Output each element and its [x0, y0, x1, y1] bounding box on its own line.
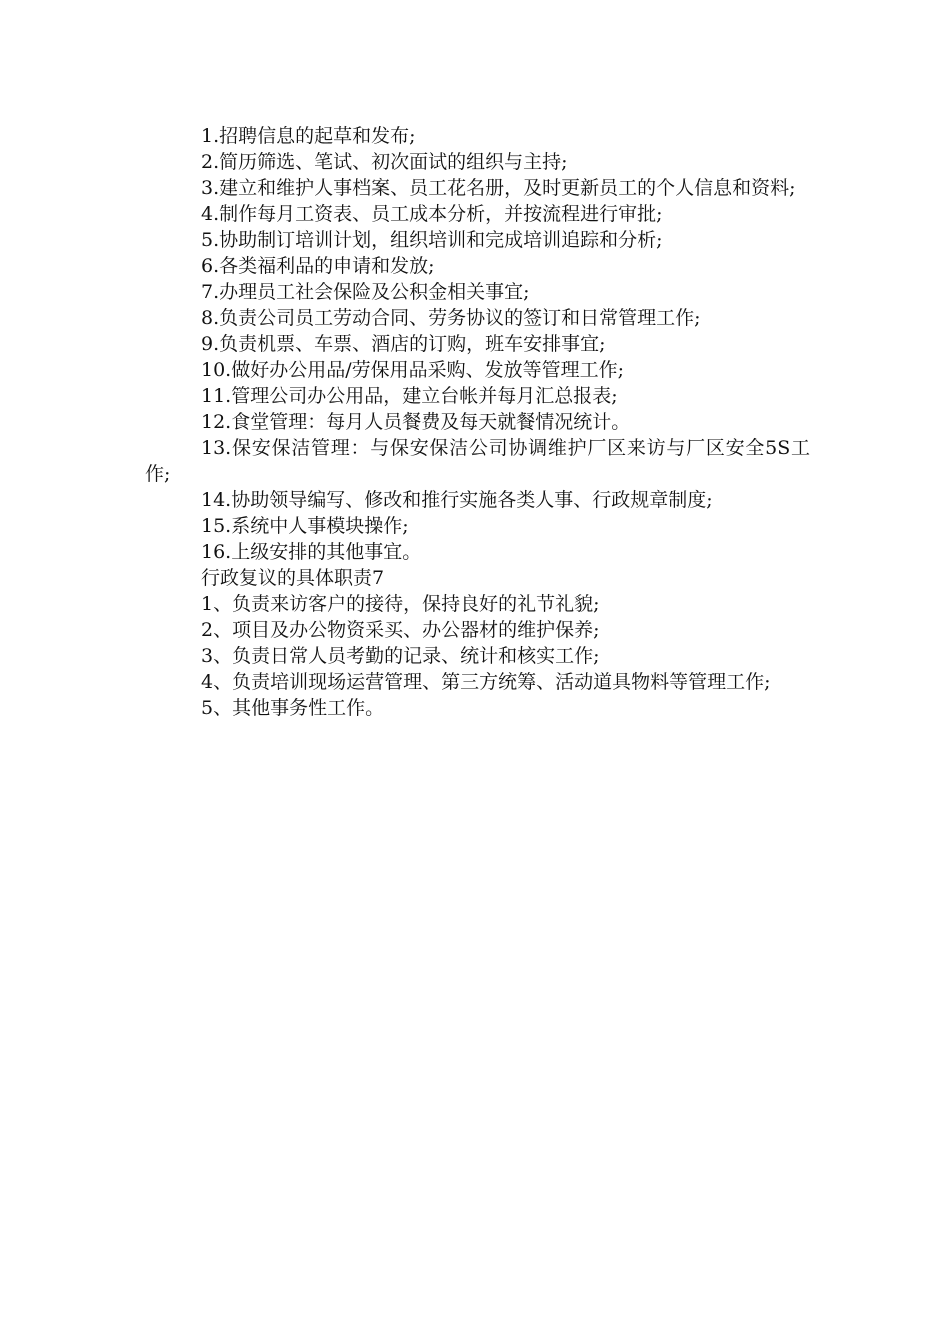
list-item: 2、项目及办公物资采买、办公器材的维护保养; — [201, 619, 600, 641]
list-item: 5.协助制订培训计划，组织培训和完成培训追踪和分析; — [201, 229, 663, 251]
list-item: 12.食堂管理：每月人员餐费及每天就餐情况统计。 — [201, 411, 631, 433]
list-item: 8.负责公司员工劳动合同、劳务协议的签订和日常管理工作; — [201, 307, 701, 329]
list-item: 13.保安保洁管理：与保安保洁公司协调维护厂区来访与厂区安全5S工作; — [145, 437, 810, 485]
list-item: 3、负责日常人员考勤的记录、统计和核实工作; — [201, 645, 600, 667]
list-item: 9.负责机票、车票、酒店的订购，班车安排事宜; — [201, 333, 606, 355]
list-item: 4.制作每月工资表、员工成本分析，并按流程进行审批; — [201, 203, 663, 225]
list-item: 6.各类福利品的申请和发放; — [201, 255, 435, 277]
list-item: 16.上级安排的其他事宜。 — [201, 541, 422, 563]
section-heading: 行政复议的具体职责7 — [201, 567, 385, 589]
list-item: 1、负责来访客户的接待，保持良好的礼节礼貌; — [201, 593, 600, 615]
list-item: 11.管理公司办公用品，建立台帐并每月汇总报表; — [201, 385, 618, 407]
list-item: 1.招聘信息的起草和发布; — [201, 125, 416, 147]
list-item: 2.简历筛选、笔试、初次面试的组织与主持; — [201, 151, 568, 173]
list-item: 10.做好办公用品/劳保用品采购、发放等管理工作; — [201, 359, 625, 381]
list-item: 15.系统中人事模块操作; — [201, 515, 409, 537]
list-item: 4、负责培训现场运营管理、第三方统筹、活动道具物料等管理工作; — [201, 671, 771, 693]
document-body — [145, 123, 810, 721]
list-item: 14.协助领导编写、修改和推行实施各类人事、行政规章制度; — [201, 489, 713, 511]
list-item: 3.建立和维护人事档案、员工花名册，及时更新员工的个人信息和资料; — [201, 177, 796, 199]
list-item: 5、其他事务性工作。 — [201, 697, 385, 719]
list-item: 7.办理员工社会保险及公积金相关事宜; — [201, 281, 530, 303]
